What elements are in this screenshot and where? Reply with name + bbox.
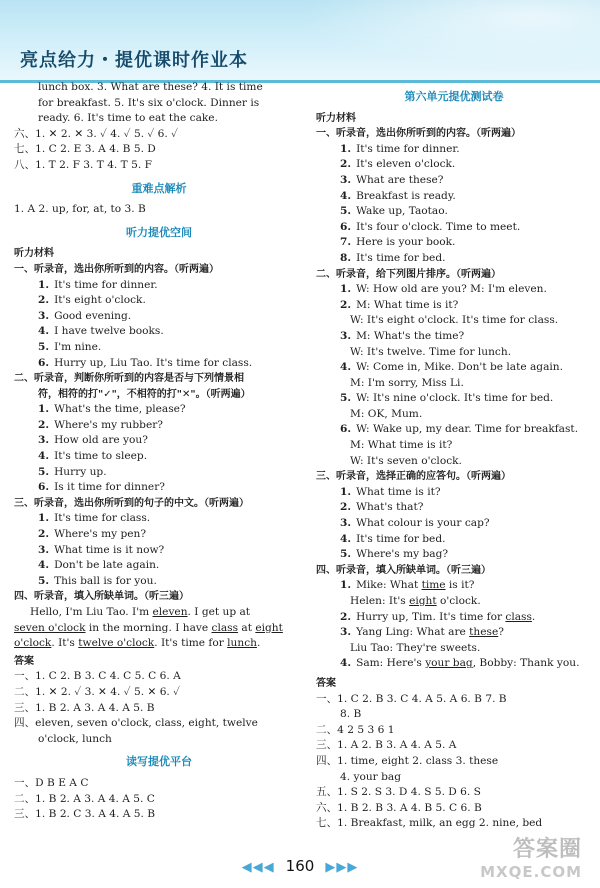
cloze-line: o'clock. It's twelve o'clock. It's time for lunch. — [14, 637, 261, 650]
page-header — [0, 0, 600, 83]
list-item: 5. Where's my bag? — [340, 548, 449, 561]
section-title-key-points: 重难点解析 — [131, 181, 187, 195]
question-heading: 二、听录音，判断你所听到的内容是否与下列情景相 — [14, 373, 244, 385]
dialogue-line: 1. W: How old are you? M: I'm eleven. — [340, 283, 547, 296]
answers-label: 答案 — [316, 677, 336, 689]
dialogue-line: 6. W: Wake up, my dear. Time for breakfast. — [340, 423, 579, 436]
list-item: 8. It's time for bed. — [340, 251, 446, 264]
list-item: 3. What time is it now? — [38, 543, 165, 556]
dialogue-line: M: OK, Mum. — [350, 407, 423, 420]
dialogue-line: W: It's twelve. Time for lunch. — [350, 345, 512, 358]
filled-blank: lunch — [227, 637, 257, 650]
book-title: 亮点给力・提优课时作业本 — [20, 50, 248, 71]
answer-line: 四、1. time, eight 2. class 3. these — [316, 754, 499, 767]
answer-line: 六、1. B 2. B 3. A 4. B 5. C 6. B — [316, 801, 482, 814]
filled-blank: o'clock — [14, 637, 52, 650]
list-item: 6. Is it time for dinner? — [38, 481, 165, 494]
list-item: 4. It's time for bed. — [340, 532, 446, 545]
question-heading: 三、听录音，选出你所听到的句子的中文。（听两遍） — [14, 497, 249, 509]
filled-blank: twelve o'clock — [78, 637, 155, 650]
list-item: 3. What are these? — [340, 173, 444, 186]
cloze-line: Liu Tao: They're sweets. — [350, 641, 481, 654]
right-arrows-icon: ▶▶▶ — [325, 860, 359, 875]
answer-line: o'clock, lunch — [38, 732, 112, 745]
filled-blank: eight — [255, 621, 283, 634]
left-column — [14, 80, 304, 823]
list-item: 7. Here is your book. — [340, 236, 456, 249]
answer-line: 七、1. C 2. E 3. A 4. B 5. D — [14, 143, 156, 156]
list-item: 3. How old are you? — [38, 434, 148, 447]
answer-line: 一、D B E A C — [14, 776, 89, 789]
listening-material-label: 听力材料 — [14, 248, 54, 260]
list-item: 4. It's time to sleep. — [38, 450, 148, 463]
answer-line: 二、1. B 2. A 3. A 4. A 5. C — [14, 792, 155, 805]
list-item: 2. Where's my rubber? — [38, 418, 163, 431]
section-title-read-write: 读写提优平台 — [126, 755, 192, 769]
filled-blank: seven o'clock — [14, 621, 86, 634]
dialogue-line: W: It's seven o'clock. — [350, 454, 462, 467]
filled-blank: class — [211, 621, 239, 634]
filled-blank: time — [421, 579, 446, 592]
question-heading: 一、听录音，选出你所听到的内容。（听两遍） — [14, 263, 219, 275]
list-item: 5. I'm nine. — [38, 340, 102, 353]
answer-line: 1. A 2. up, for, at, to 3. B — [14, 203, 146, 216]
answer-line: 八、1. T 2. F 3. T 4. T 5. F — [14, 158, 152, 171]
dialogue-line: 4. W: Come in, Mike. Don't be late again. — [340, 361, 563, 374]
listening-material-label: 听力材料 — [316, 112, 356, 124]
list-item: 1. It's time for dinner. — [340, 142, 460, 155]
dialogue-line: 2. M: What time is it? — [340, 298, 459, 311]
dialogue-line: M: What time is it? — [350, 439, 453, 452]
list-item: 1. It's time for class. — [38, 512, 151, 525]
list-item: 2. What's that? — [340, 501, 424, 514]
filled-blank: these — [469, 626, 499, 639]
answer-line: 三、1. B 2. C 3. A 4. A 5. B — [14, 808, 156, 821]
dialogue-line: 3. M: What's the time? — [340, 329, 465, 342]
dialogue-line: 5. W: It's nine o'clock. It's time for bed. — [340, 392, 554, 405]
list-item: 4. Don't be late again. — [38, 559, 160, 572]
left-arrows-icon: ◀◀◀ — [241, 860, 275, 875]
right-column — [316, 80, 592, 832]
list-item: 5. This ball is for you. — [38, 574, 157, 587]
text-line: for breakfast. 5. It's six o'clock. Dinner is — [38, 96, 260, 109]
question-heading: 一、听录音，选出你所听到的内容。（听两遍） — [316, 128, 521, 140]
text-line: lunch box. 3. What are these? 4. It is time — [38, 81, 263, 93]
filled-blank: eight — [409, 595, 437, 607]
text-line: ready. 6. It's time to eat the cake. — [38, 112, 218, 125]
list-item: 3. What colour is your cap? — [340, 517, 490, 530]
list-item: 1. What's the time, please? — [38, 403, 186, 416]
answer-line: 三、1. B 2. A 3. A 4. A 5. B — [14, 701, 155, 714]
list-item: 6. It's four o'clock. Time to meet. — [340, 220, 521, 233]
filled-blank: eleven — [152, 606, 188, 618]
answer-line: 六、1. ✕ 2. ✕ 3. ✓ 4. ✓ 5. ✓ 6. ✓ — [14, 127, 178, 140]
dialogue-line: M: I'm sorry, Miss Li. — [350, 376, 464, 389]
header-wave-decoration — [260, 0, 600, 80]
cloze-line: 4. Sam: Here's your bag, Bobby: Thank you. — [340, 657, 580, 670]
watermark-logo: 答案圈 MXQE.COM — [480, 837, 582, 881]
question-heading: 三、听录音，选择正确的应答句。（听两遍） — [316, 471, 511, 483]
answer-line: 七、1. Breakfast, milk, an egg 2. nine, bed — [316, 817, 543, 830]
answer-line: 四、eleven, seven o'clock, class, eight, twelve — [14, 717, 258, 730]
section-title-listening: 听力提优空间 — [126, 225, 192, 239]
list-item: 1. What time is it? — [340, 485, 441, 498]
list-item: 2. It's eleven o'clock. — [340, 158, 456, 171]
cloze-line: 3. Yang Ling: What are these? — [340, 626, 504, 639]
filled-blank: your bag — [425, 657, 473, 670]
list-item: 5. Hurry up. — [38, 465, 107, 478]
cloze-line: seven o'clock in the morning. I have class at eight — [14, 621, 283, 634]
list-item: 6. Hurry up, Liu Tao. It's time for class. — [38, 356, 253, 369]
question-heading: 二、听录音，给下列图片排序。（听两遍） — [316, 268, 501, 280]
list-item: 3. Good evening. — [38, 309, 132, 322]
list-item: 2. It's eight o'clock. — [38, 294, 146, 307]
question-heading: 四、听录音，填入所缺单词。（听三遍） — [316, 564, 491, 576]
list-item: 4. Breakfast is ready. — [340, 189, 456, 202]
cloze-line: Helen: It's eight o'clock. — [350, 595, 481, 607]
filled-blank: class — [505, 610, 532, 623]
answers-label: 答案 — [14, 655, 34, 667]
section-title-unit-test: 第六单元提优测试卷 — [404, 90, 504, 103]
answer-line: 一、1. C 2. B 3. C 4. A 5. A 6. B 7. B — [316, 692, 507, 705]
answer-line: 一、1. C 2. B 3. C 4. C 5. C 6. A — [14, 670, 181, 683]
list-item: 1. It's time for dinner. — [38, 278, 158, 291]
cloze-line: Hello, I'm Liu Tao. I'm eleven. I get up at — [30, 606, 251, 618]
answer-line: 二、4 2 5 3 6 1 — [316, 723, 395, 736]
dialogue-line: W: It's eight o'clock. It's time for class. — [350, 314, 559, 327]
answer-line: 二、1. ✕ 2. ✓ 3. ✕ 4. ✓ 5. ✕ 6. ✓ — [14, 685, 181, 698]
question-heading: 四、听录音，填入所缺单词。（听三遍） — [14, 591, 189, 603]
answer-line: 8. B — [340, 708, 362, 721]
list-item: 5. Wake up, Taotao. — [340, 205, 448, 218]
page-number: 160 — [285, 857, 315, 875]
cloze-line: 1. Mike: What time is it? — [340, 579, 475, 592]
answer-line: 4. your bag — [340, 770, 401, 783]
question-heading: 符，相符的打"✓"，不相符的打"✕"。（听两遍） — [38, 388, 251, 400]
list-item: 4. I have twelve books. — [38, 325, 164, 338]
list-item: 2. Where's my pen? — [38, 528, 147, 541]
answer-line: 三、1. A 2. B 3. A 4. A 5. A — [316, 739, 457, 752]
answer-line: 五、1. S 2. S 3. D 4. S 5. D 6. S — [316, 786, 481, 799]
cloze-line: 2. Hurry up, Tim. It's time for class. — [340, 610, 536, 623]
